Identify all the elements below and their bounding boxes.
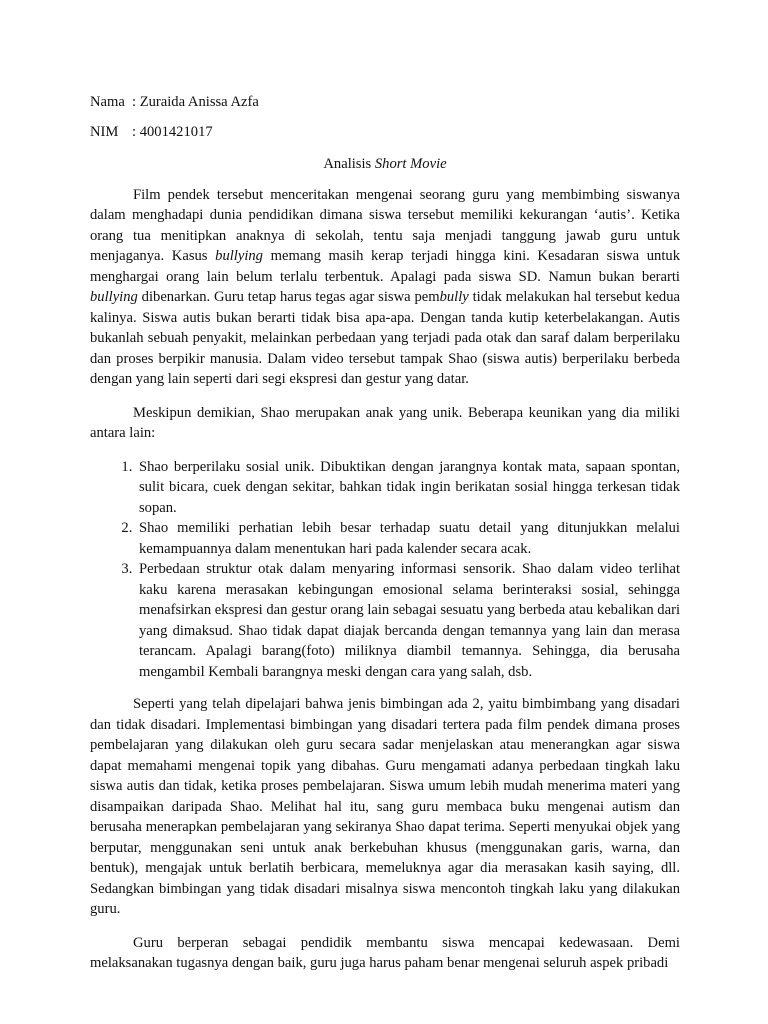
paragraph-3: Seperti yang telah dipelajari bahwa jenis bimbingan ada 2, yaitu bimbimbang yang disadari dan tidak disadari. Implementasi bimbingan yang disadari tertera pada film pendek dimana proses pembelajaran yang dilakukan oleh guru secara sadar menjelaskan atau menerangkan agar siswa dapat memahami mengenai topik yang dibahas. Guru mengamati adanya perbedaan tingkah laku siswa autis dan tidak, ketika proses pembelajaran. Siswa umum lebih mudah menerima materi yang disampaikan daripada Shao. Melihat hal itu, sang guru membaca buku mengenai autism dan berusaha menerapkan pembelajaran yang sekiranya Shao dapat terima. Seperti menyukai objek yang berputar, menggunakan seni untuk anak berkebuhan khusus (menggunakan garis, warna, dan bentuk), mengajak untuk berlatih berbicara, memeluknya agar dia merasakan kasih saying, dll. Sedangkan bimbingan yang tidak disadari misalnya siswa mencontoh tingkah laku yang dilakukan guru. — [90, 696, 680, 917]
p1-italic-1: bullying — [215, 248, 263, 264]
p1-italic-3: bully — [439, 289, 469, 305]
name-line — [90, 92, 680, 113]
p1-text-1: Film pendek tersebut menceritakan mengenai seorang guru yang membimbing siswanya dalam menghadapi dunia pendidikan dimana siswa tersebut memiliki kekurangan ‘autis’. Ketika orang tua menitipkan anaknya di sekolah, tentu saja menjadi tanggung jawab guru untuk menjaganya. Kasus — [90, 186, 680, 264]
keunikan-list — [90, 457, 680, 683]
p1-italic-2: bullying — [90, 289, 138, 305]
document-title — [90, 154, 680, 175]
nim-value: : 4001421017 — [132, 123, 213, 140]
list-item: 2. Shao memiliki perhatian lebih besar terhadap suatu detail yang ditunjukkan melalui kemampuannya dalam menentukan hari pada kalender secara acak. — [136, 518, 680, 559]
document-body — [90, 92, 680, 987]
paragraph-1 — [90, 185, 680, 390]
nim-line — [90, 122, 680, 143]
p1-text-2: memang masih kerap terjadi hingga kini. Kesadaran siswa untuk menghargai orang lain belum terlalu terbentuk. Apalagi pada siswa SD. Namun bukan berarti — [90, 248, 680, 285]
list-item: 1. Shao berperilaku sosial unik. Dibuktikan dengan jarangnya kontak mata, sapaan spontan, sulit bicara, cuek dengan sekitar, bahkan tidak ingin berikatan sosial hingga terkesan tidak sopan. — [136, 457, 680, 519]
name-value: : Zuraida Anissa Azfa — [132, 94, 259, 110]
list-item: 3. Perbedaan struktur otak dalam menyaring informasi sensorik. Shao dalam video terlihat kaku karena merasakan kebingungan emosional selama berinteraksi sosial, sehingga menafsirkan ekspresi dan gestur orang lain sebagai sesuatu yang berbeda atau kebalikan dari yang dimaksud. Shao tidak dapat diajak bercanda dengan temannya yang lain dan merasa terancam. Apalagi barang(foto) miliknya diambil temannya. Sehingga, dia berusaha mengambil Kembali barangnya meski dengan cara yang salah, dsb. — [136, 559, 680, 682]
p1-text-3: dibenarkan. Guru tetap harus tegas agar siswa pem — [137, 289, 440, 305]
title-plain: Analisis — [323, 156, 375, 172]
nim-label: NIM — [90, 123, 119, 140]
name-label: Nama — [90, 94, 125, 110]
p1-text-4: tidak melakukan hal tersebut kedua kalinya. Siswa autis bukan berarti tidak bisa apa-apa. Dengan tanda kutip keterbelakangan. Autis bukanlah sebuah penyakit, melainkan perbedaan yang terjadi pada otak dan saraf dalam berperilaku dan proses berpikir manusia. Dalam video tersebut tampak Shao (siswa autis) berperilaku berbeda dengan yang lain seperti dari segi ekspresi dan gestur yang datar. — [90, 289, 680, 387]
paragraph-4: Guru berperan sebagai pendidik membantu siswa mencapai kedewasaan. Demi melaksanakan tugasnya dengan baik, guru juga harus paham benar mengenai seluruh aspek pribadi — [90, 934, 680, 971]
paragraph-2: Meskipun demikian, Shao merupakan anak yang unik. Beberapa keunikan yang dia miliki antara lain: — [90, 404, 680, 441]
title-italic: Short Movie — [374, 156, 447, 172]
